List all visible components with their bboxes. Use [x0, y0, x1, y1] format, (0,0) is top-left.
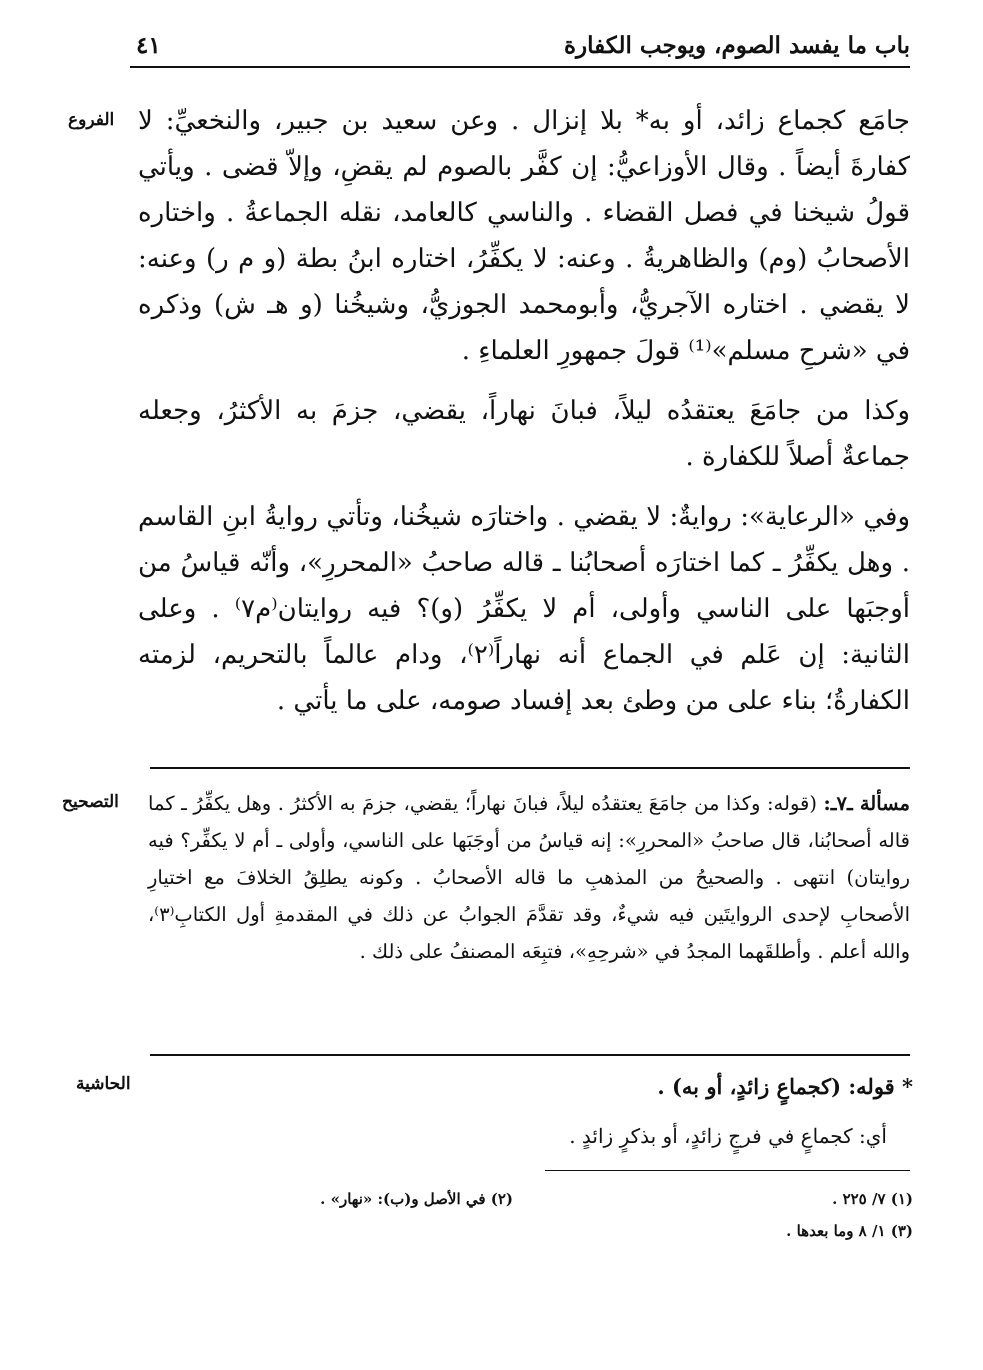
- hashiya-heading: * قوله: (كجماعٍ زائدٍ، أو به) .: [657, 1074, 913, 1099]
- footnote-2: (٢) في الأصل و(ب): «نهار» .: [320, 1190, 513, 1208]
- tashih-paragraph: [148, 785, 910, 970]
- chapter-title: باب ما يفسد الصوم، ويوجب الكفارة: [563, 32, 910, 59]
- section-divider: [150, 767, 910, 769]
- side-label-furu: الفروع: [68, 110, 115, 130]
- footnote-3: (٣) ١/ ٨ وما بعدها .: [786, 1222, 913, 1240]
- main-paragraph: جامَع كجماع زائد، أو به* بلا إنزال . وعن سعيد بن جبير، والنخعيِّ: لا كفارةَ أيضاً . وقال الأوزاعيُّ: إن كفَّر بالصوم لم يقضِ، وإلاّ قضى . ويأتي قولُ شيخنا في فصل القضاء . والناسي كالعامد، نقله الجماعةُ . واختاره الأصحابُ (وم) والظاهريةُ . وعنه: لا يكفِّرُ، اختاره ابنُ بطة (و م ر) وعنه: لا يقضي . اختاره الآجريُّ، وأبومحمد الجوزيُّ، وشيخُنا (و هـ ش) وذكره في «شرحِ مسلم»⁽¹⁾ قولَ جمهورِ العلماءِ .: [138, 106, 910, 366]
- section-divider: [150, 1054, 910, 1056]
- running-header: [130, 30, 910, 68]
- footnote-1: (١) ٧/ ٢٢٥ .: [832, 1190, 913, 1208]
- tashih-section: [148, 785, 910, 970]
- side-label-hashiya: الحاشية: [76, 1074, 131, 1094]
- tashih-lead: مسألة ـ٧ـ:: [823, 792, 910, 815]
- main-text: [138, 98, 910, 724]
- page-number: ٤١: [136, 32, 161, 59]
- tashih-text: (قوله: وكذا من جامَعَ يعتقدُه ليلاً، فبانَ نهاراً؛ يقضي، جزمَ به الأكثرُ . وهل يكفِّرُ ـ كما قاله أصحابُنا، قال صاحبُ «المحررِ»: إنه قياسُ من أوجَبَها على الناسي، وأولى ـ أم لا يكفِّر؟ فيه روايتان) انتهى . والصحيحُ من المذهبِ ما قاله الأصحابُ . وكونه يطلِقُ الخلافَ مع اختيارِ الأصحابِ لإحدى الروايتَين فيه شيءٌ، وقد تقدَّمَ الجوابُ عن ذلك في المقدمةِ أول الكتابِ⁽٣⁾، والله أعلم . وأطلقَهما المجدُ في «شرحِهِ»، فتبِعَه المصنفُ على ذلك .: [148, 792, 910, 963]
- side-label-tashih: التصحيح: [62, 792, 119, 812]
- hashiya-text: أي: كجماعٍ في فرجٍ زائدٍ، أو بذكرٍ زائدٍ .: [569, 1124, 887, 1148]
- main-paragraph: وكذا من جامَعَ يعتقدُه ليلاً، فبانَ نهاراً، يقضي، جزمَ به الأكثرُ، وجعله جماعةٌ أصلاً للكفارة .: [138, 396, 910, 472]
- footnote-divider: [545, 1170, 910, 1171]
- main-paragraph: وفي «الرعاية»: روايةٌ: لا يقضي . واختارَه شيخُنا، وتأتي روايةُ ابنِ القاسم . وهل يكفِّرُ ـ كما اختارَه أصحابُنا ـ قاله صاحبُ «المحررِ»، وأنّه قياسُ من أوجبَها على الناسي وأولى، أم لا يكفِّرُ (و)؟ فيه روايتان⁽م٧⁾ . وعلى الثانية: إن عَلم في الجماع أنه نهاراً⁽٢⁾، ودام عالماً بالتحريم، لزمته الكفارةُ؛ بناء على من وطئ بعد إفساد صومه، على ما يأتي .: [138, 502, 910, 716]
